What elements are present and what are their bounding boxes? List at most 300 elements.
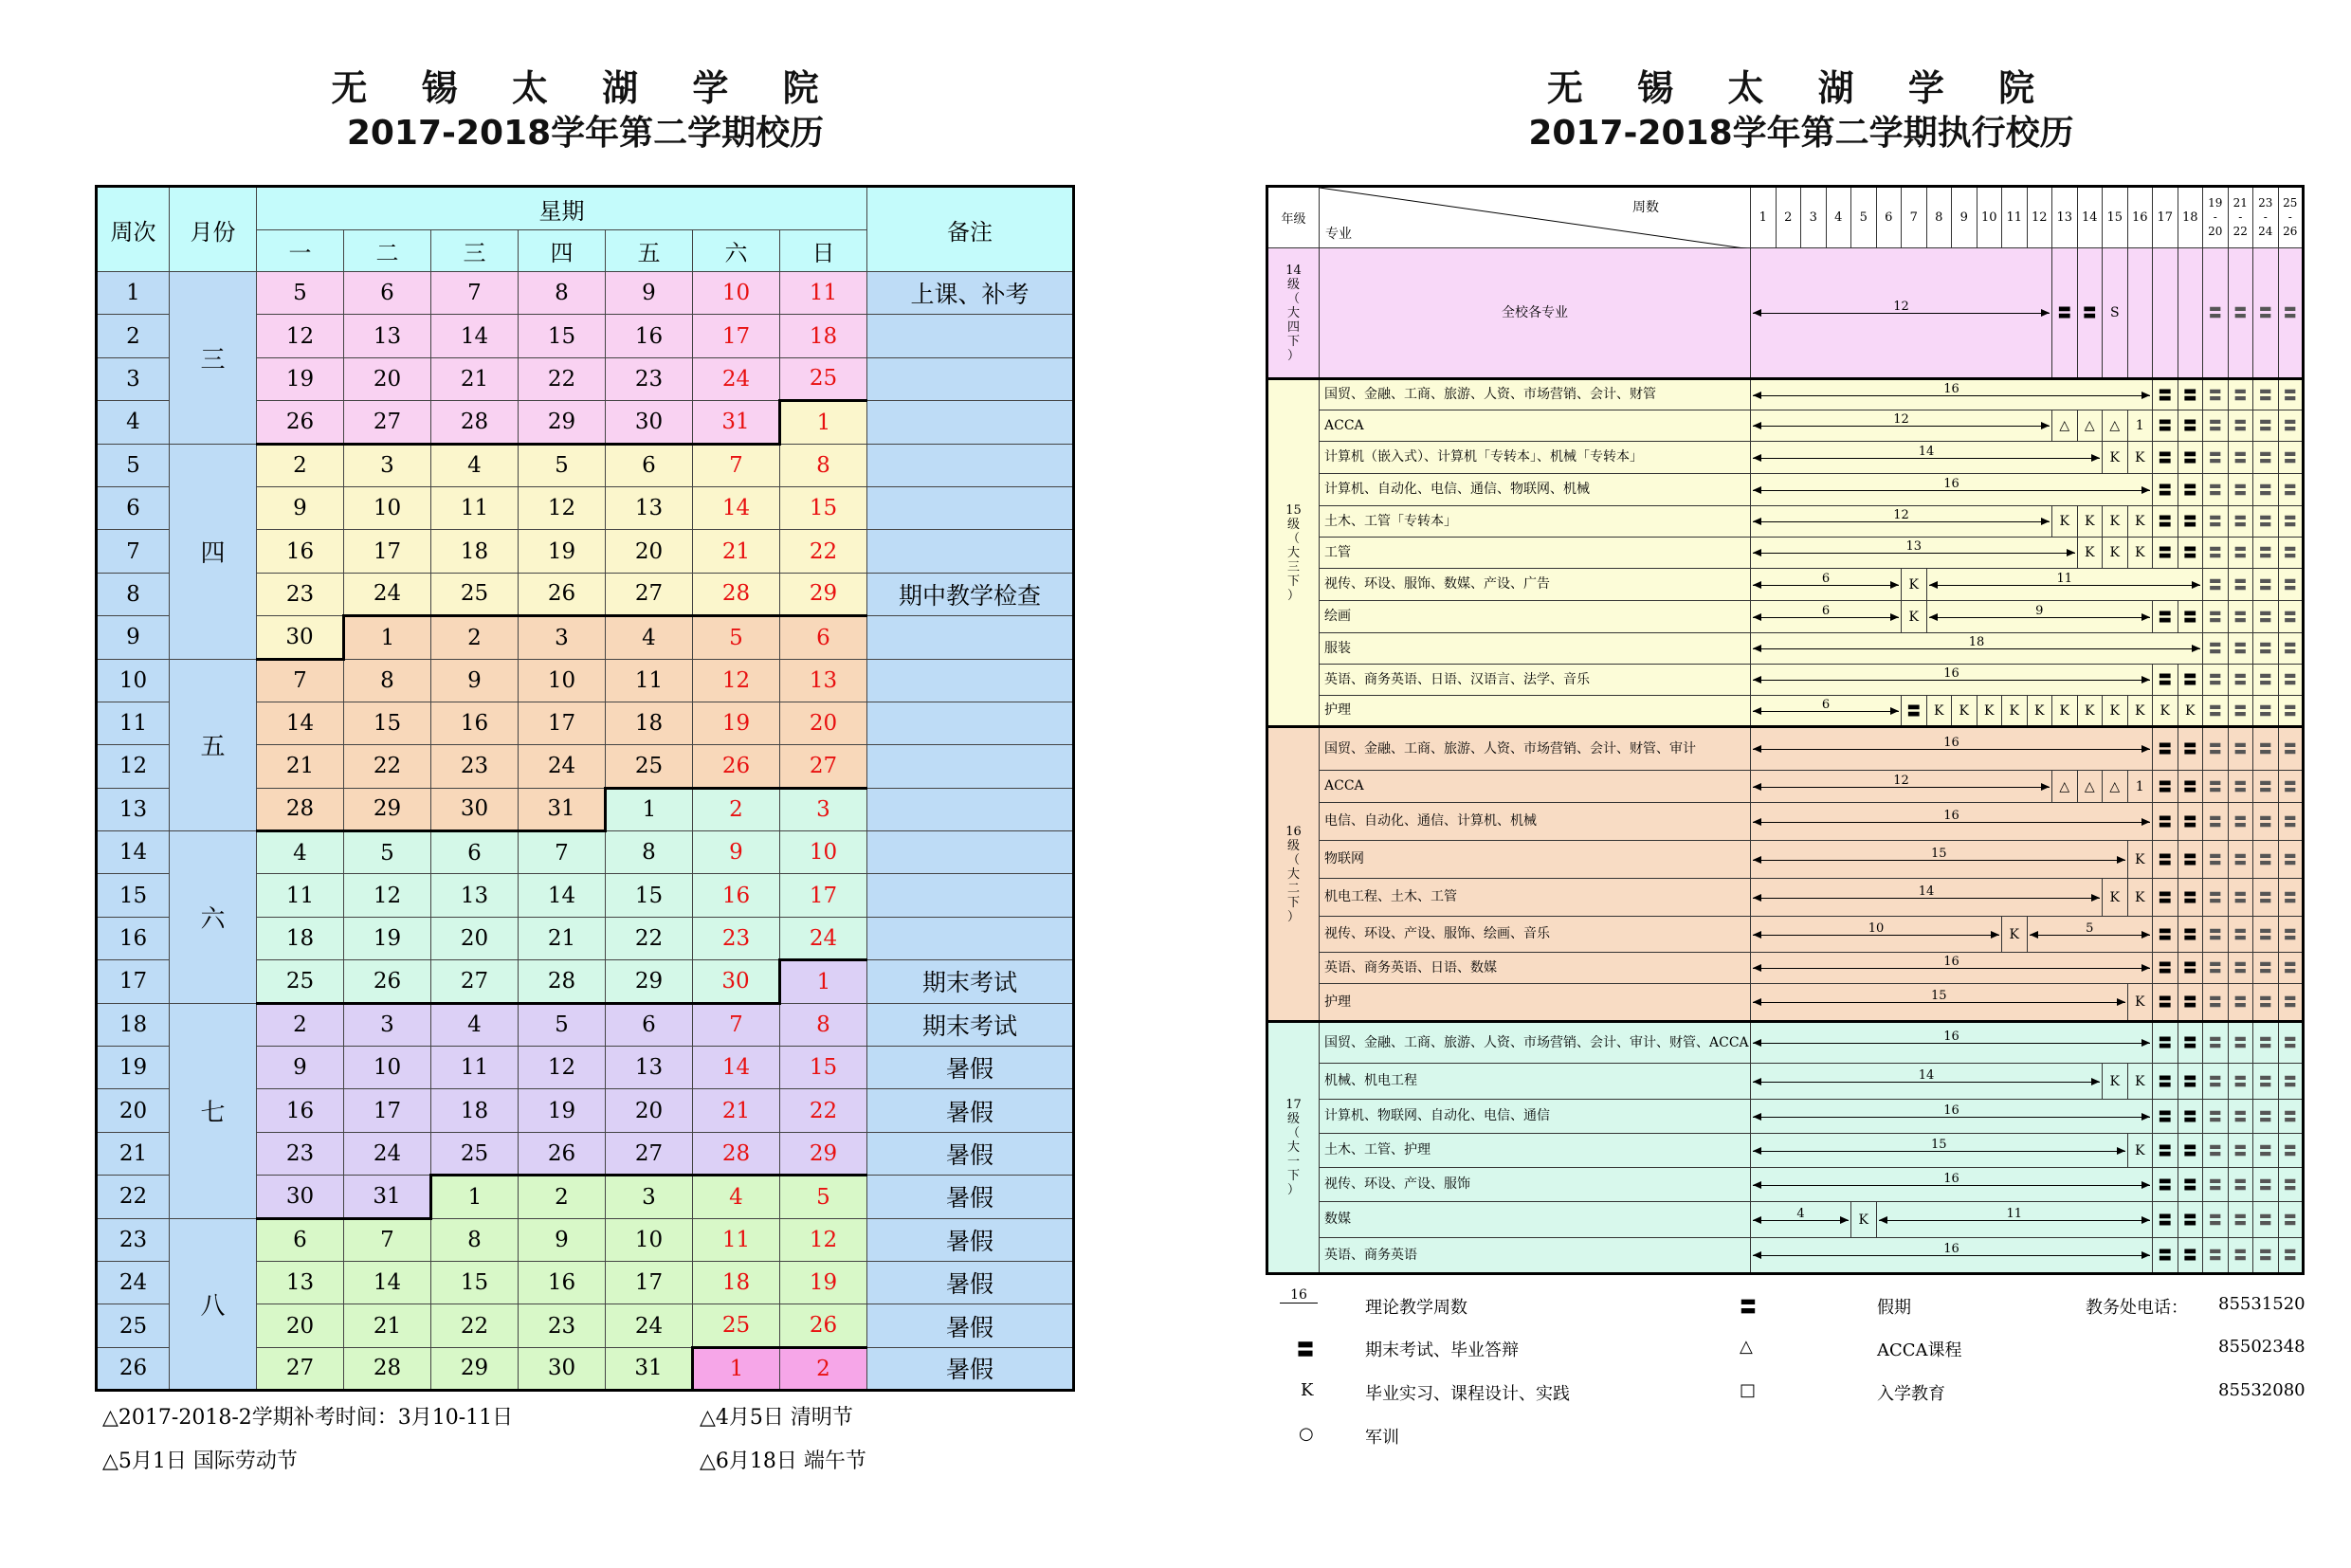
holiday-mark: 〓 [2253, 379, 2279, 410]
week-mark: K [2103, 696, 2128, 727]
teaching-weeks-bar [1751, 569, 1902, 601]
week-mark: K [2127, 841, 2153, 879]
day-cell: 14 [344, 1261, 431, 1304]
day-cell: 18 [780, 315, 867, 357]
weekday-label: 六 [693, 230, 780, 272]
week-mark: K [2077, 506, 2103, 538]
remark-cell: 暑假 [867, 1218, 1074, 1261]
teaching-weeks-count: 15 [1930, 989, 1947, 1003]
holiday-mark: 〓 [2253, 953, 2279, 984]
week-mark: K [2127, 984, 2153, 1022]
week-col-header: 18 [2178, 187, 2203, 248]
teaching-weeks-count: 6 [1821, 697, 1831, 712]
day-cell: 18 [431, 530, 519, 573]
day-cell: 10 [519, 659, 606, 702]
major-name: ACCA [1320, 771, 1751, 803]
week-mark [2178, 248, 2203, 379]
teaching-weeks-bar [1751, 442, 2103, 474]
week-range-header: 21 - 22 [2228, 187, 2253, 248]
day-cell: 2 [780, 1347, 867, 1390]
holiday-mark: 〓 [2228, 442, 2253, 474]
holiday-mark: 〓 [2203, 410, 2229, 442]
teaching-weeks-bar [1751, 771, 2052, 803]
week-mark: 〓 [2153, 506, 2178, 538]
note-labor-day: △5月1日 国际劳动节 [102, 1449, 298, 1473]
holiday-mark: 〓 [2278, 696, 2304, 727]
week-mark: K [2178, 696, 2203, 727]
day-cell: 20 [257, 1304, 344, 1347]
day-cell: 25 [780, 357, 867, 400]
day-cell: 1 [344, 616, 431, 659]
day-cell: 11 [431, 1047, 519, 1089]
day-cell: 15 [344, 702, 431, 744]
remark-cell: 期末考试 [867, 1003, 1074, 1046]
legend-holiday-symbol: 〓 [1740, 1298, 1757, 1318]
weekday-label: 日 [780, 230, 867, 272]
major-name: 国贸、金融、工商、旅游、人资、市场营销、会计、财管 [1320, 379, 1751, 410]
day-cell: 30 [431, 788, 519, 830]
remark-cell [867, 745, 1074, 788]
week-mark: △ [2077, 410, 2103, 442]
holiday-mark: 〓 [2253, 633, 2279, 665]
day-cell: 9 [606, 272, 693, 315]
teaching-weeks-count: 13 [1905, 539, 1923, 554]
week-mark: 〓 [2153, 1134, 2178, 1168]
day-cell: 16 [606, 315, 693, 357]
teaching-weeks-count: 10 [1868, 921, 1885, 936]
day-cell: 17 [519, 702, 606, 744]
major-row [1267, 696, 2304, 727]
holiday-mark: 〓 [2203, 953, 2229, 984]
day-cell: 28 [693, 1132, 780, 1175]
legend-weeks-sample: 16 [1280, 1287, 1318, 1304]
legend-exam: 期末考试、毕业答辩 [1365, 1340, 1519, 1360]
week-mark: △ [2077, 771, 2103, 803]
teaching-weeks-bar [1751, 1168, 2153, 1202]
day-cell: 13 [257, 1261, 344, 1304]
week-mark: 〓 [2153, 538, 2178, 569]
teaching-weeks-bar [1751, 984, 2128, 1022]
day-cell: 22 [519, 357, 606, 400]
teaching-weeks-bar [1751, 1022, 2153, 1064]
legend-theory-weeks: 理论教学周数 [1365, 1298, 1467, 1318]
execution-calendar-table [1266, 185, 2305, 1275]
remark-cell [867, 315, 1074, 357]
day-cell: 23 [606, 357, 693, 400]
major-name: 计算机（嵌入式）、计算机「专转本」、机械「专转本」 [1320, 442, 1751, 474]
day-cell: 7 [344, 1218, 431, 1261]
teaching-weeks-count: 6 [1821, 603, 1831, 618]
week-mark: 〓 [2077, 248, 2103, 379]
holiday-mark: 〓 [2228, 771, 2253, 803]
day-cell: 8 [344, 659, 431, 702]
holiday-mark: 〓 [2253, 410, 2279, 442]
holiday-mark: 〓 [2278, 379, 2304, 410]
major-row [1267, 379, 2304, 410]
week-mark: 〓 [2153, 1064, 2178, 1100]
major-header-label: 专业 [1325, 227, 1352, 242]
week-mark: 〓 [2178, 1134, 2203, 1168]
day-cell: 5 [693, 616, 780, 659]
day-cell: 21 [519, 917, 606, 959]
holiday-mark: 〓 [2228, 841, 2253, 879]
day-cell: 18 [693, 1261, 780, 1304]
major-name: 数媒 [1320, 1202, 1751, 1238]
holiday-mark: 〓 [2228, 633, 2253, 665]
day-cell: 21 [693, 1089, 780, 1132]
week-mark: 〓 [2178, 879, 2203, 917]
day-cell: 3 [606, 1176, 693, 1218]
month-cell: 六 [170, 831, 257, 1004]
day-cell: 24 [606, 1304, 693, 1347]
day-cell: 15 [519, 315, 606, 357]
day-cell: 25 [693, 1304, 780, 1347]
holiday-mark: 〓 [2278, 538, 2304, 569]
day-cell: 7 [519, 831, 606, 874]
teaching-weeks-bar [1751, 841, 2128, 879]
day-cell: 5 [780, 1176, 867, 1218]
remark-cell [867, 444, 1074, 486]
day-cell: 8 [780, 444, 867, 486]
legend-phone-label: 教务处电话： [2086, 1298, 2188, 1318]
remark-cell [867, 486, 1074, 529]
remark-cell: 上课、补考 [867, 272, 1074, 315]
teaching-weeks-bar [1751, 803, 2153, 841]
teaching-weeks-count: 18 [1968, 635, 1985, 649]
day-cell: 29 [780, 573, 867, 615]
holiday-mark: 〓 [2278, 841, 2304, 879]
day-cell: 26 [344, 960, 431, 1003]
week-col-header: 17 [2153, 187, 2178, 248]
major-name: 计算机、物联网、自动化、电信、通信 [1320, 1100, 1751, 1134]
day-cell: 20 [606, 530, 693, 573]
major-row [1267, 1134, 2304, 1168]
left-school-title: 无 锡 太 湖 学 院 [331, 67, 840, 109]
major-row [1267, 727, 2304, 771]
week-mark: K [2103, 879, 2128, 917]
week-mark: 〓 [2153, 953, 2178, 984]
week-mark: 〓 [2178, 410, 2203, 442]
holiday-mark: 〓 [2278, 953, 2304, 984]
day-cell: 20 [344, 357, 431, 400]
major-row [1267, 633, 2304, 665]
week-number: 7 [97, 530, 170, 573]
holiday-mark: 〓 [2278, 1022, 2304, 1064]
day-cell: 16 [257, 1089, 344, 1132]
major-row [1267, 665, 2304, 696]
holiday-mark: 〓 [2203, 1168, 2229, 1202]
note-qingming: △4月5日 清明节 [700, 1406, 853, 1430]
major-name: 英语、商务英语、日语、汉语言、法学、音乐 [1320, 665, 1751, 696]
holiday-mark: 〓 [2278, 633, 2304, 665]
month-cell: 七 [170, 1003, 257, 1218]
day-cell: 16 [431, 702, 519, 744]
holiday-mark: 〓 [2278, 917, 2304, 953]
major-weeks-header [1320, 187, 1751, 248]
week-mark: K [2127, 1134, 2153, 1168]
holiday-mark: 〓 [2253, 1100, 2279, 1134]
week-number: 19 [97, 1047, 170, 1089]
holiday-mark: 〓 [2278, 474, 2304, 506]
week-mark: 〓 [2153, 727, 2178, 771]
day-cell: 12 [519, 486, 606, 529]
week-mark: 〓 [2178, 917, 2203, 953]
legend-practice-symbol: K [1301, 1380, 1314, 1400]
day-cell: 23 [693, 917, 780, 959]
teaching-weeks-bar [1926, 569, 2203, 601]
day-cell: 15 [780, 486, 867, 529]
holiday-mark: 〓 [2253, 601, 2279, 633]
major-name: 工管 [1320, 538, 1751, 569]
week-number: 23 [97, 1218, 170, 1261]
remark-cell [867, 357, 1074, 400]
week-number: 26 [97, 1347, 170, 1390]
remark-cell: 期末考试 [867, 960, 1074, 1003]
day-cell: 19 [693, 702, 780, 744]
major-row [1267, 248, 2304, 379]
day-cell: 1 [606, 788, 693, 830]
week-mark: K [2077, 696, 2103, 727]
day-cell: 20 [431, 917, 519, 959]
day-cell: 23 [257, 1132, 344, 1175]
week-mark: 〓 [2178, 1022, 2203, 1064]
major-name: 机械、机电工程 [1320, 1064, 1751, 1100]
legend-military: 军训 [1365, 1428, 1399, 1448]
week-number: 5 [97, 444, 170, 486]
week-col-header: 9 [1952, 187, 1977, 248]
week-col-header: 11 [2002, 187, 2028, 248]
remark-cell [867, 917, 1074, 959]
holiday-mark: 〓 [2228, 917, 2253, 953]
day-cell: 16 [519, 1261, 606, 1304]
day-cell: 26 [693, 745, 780, 788]
major-row [1267, 569, 2304, 601]
legend-military-symbol: ○ [1299, 1424, 1314, 1444]
week-mark [2127, 248, 2153, 379]
major-row [1267, 1202, 2304, 1238]
week-number: 21 [97, 1132, 170, 1175]
holiday-mark: 〓 [2253, 984, 2279, 1022]
teaching-weeks-count: 16 [1943, 476, 1959, 491]
teaching-weeks-count: 14 [1918, 444, 1935, 459]
day-cell: 12 [780, 1218, 867, 1261]
day-cell: 9 [257, 1047, 344, 1089]
day-cell: 4 [257, 831, 344, 874]
holiday-mark: 〓 [2228, 1064, 2253, 1100]
teaching-weeks-count: 16 [1943, 381, 1959, 396]
day-cell: 28 [344, 1347, 431, 1390]
day-cell: 15 [780, 1047, 867, 1089]
week-mark: K [1926, 696, 1952, 727]
week-col-header: 13 [2052, 187, 2078, 248]
major-name: 英语、商务英语、日语、数媒 [1320, 953, 1751, 984]
holiday-mark: 〓 [2253, 665, 2279, 696]
holiday-mark: 〓 [2203, 633, 2229, 665]
week-mark: 〓 [2153, 917, 2178, 953]
remark-cell: 暑假 [867, 1132, 1074, 1175]
day-cell: 24 [780, 917, 867, 959]
holiday-mark: 〓 [2253, 1134, 2279, 1168]
teaching-weeks-bar [1751, 1238, 2153, 1274]
week-mark: 〓 [2153, 601, 2178, 633]
calendar-row [97, 831, 1074, 874]
day-cell: 16 [693, 874, 780, 917]
week-mark: K [2027, 696, 2052, 727]
teaching-weeks-bar [1751, 379, 2153, 410]
teaching-weeks-bar [1751, 665, 2153, 696]
month-header: 月份 [170, 187, 257, 272]
holiday-mark: 〓 [2203, 1202, 2229, 1238]
day-cell: 19 [257, 357, 344, 400]
day-cell: 5 [257, 272, 344, 315]
week-range-header: 25 - 26 [2278, 187, 2304, 248]
holiday-mark: 〓 [2253, 248, 2279, 379]
day-cell: 23 [519, 1304, 606, 1347]
day-cell: 18 [431, 1089, 519, 1132]
day-cell: 27 [780, 745, 867, 788]
holiday-mark: 〓 [2278, 1238, 2304, 1274]
day-cell: 9 [257, 486, 344, 529]
calendar-row [97, 659, 1074, 702]
holiday-mark: 〓 [2253, 569, 2279, 601]
week-header: 周次 [97, 187, 170, 272]
holiday-mark: 〓 [2253, 474, 2279, 506]
day-cell: 13 [431, 874, 519, 917]
week-mark: K [2127, 538, 2153, 569]
week-mark: 〓 [2178, 841, 2203, 879]
major-name: 服装 [1320, 633, 1751, 665]
major-name: 绘画 [1320, 601, 1751, 633]
legend-holiday: 假期 [1877, 1298, 1911, 1318]
teaching-weeks-bar [1751, 506, 2052, 538]
week-col-header: 1 [1751, 187, 1777, 248]
holiday-mark: 〓 [2203, 665, 2229, 696]
schedule-header-row [1267, 187, 2304, 248]
week-mark: 〓 [2153, 665, 2178, 696]
teaching-weeks-count: 11 [2006, 1206, 2023, 1221]
week-mark: K [2127, 879, 2153, 917]
week-mark: 〓 [2178, 1202, 2203, 1238]
day-cell: 16 [257, 530, 344, 573]
day-cell: 24 [344, 1132, 431, 1175]
day-cell: 17 [606, 1261, 693, 1304]
week-mark: 〓 [2153, 879, 2178, 917]
day-cell: 9 [431, 659, 519, 702]
holiday-mark: 〓 [2228, 410, 2253, 442]
weekday-label: 一 [257, 230, 344, 272]
calendar-row [97, 272, 1074, 315]
week-col-header: 14 [2077, 187, 2103, 248]
day-cell: 2 [257, 444, 344, 486]
holiday-mark: 〓 [2253, 803, 2279, 841]
day-cell: 14 [519, 874, 606, 917]
major-name: 机电工程、土木、工管 [1320, 879, 1751, 917]
holiday-mark: 〓 [2253, 1168, 2279, 1202]
major-row [1267, 1064, 2304, 1100]
major-name: 视传、环设、产设、服饰 [1320, 1168, 1751, 1202]
calendar-row [97, 1218, 1074, 1261]
holiday-mark: 〓 [2228, 474, 2253, 506]
day-cell: 23 [431, 745, 519, 788]
week-mark: 〓 [2153, 841, 2178, 879]
remark-cell: 暑假 [867, 1347, 1074, 1390]
remark-cell [867, 659, 1074, 702]
legend-orientation: 入学教育 [1877, 1384, 1945, 1404]
day-cell: 13 [606, 1047, 693, 1089]
day-cell: 2 [519, 1176, 606, 1218]
day-cell: 14 [257, 702, 344, 744]
day-cell: 1 [431, 1176, 519, 1218]
day-cell: 1 [780, 960, 867, 1003]
week-col-header: 3 [1801, 187, 1827, 248]
day-cell: 3 [780, 788, 867, 830]
week-mark: △ [2103, 410, 2128, 442]
day-cell: 1 [693, 1347, 780, 1390]
week-mark: K [2103, 506, 2128, 538]
holiday-mark: 〓 [2253, 442, 2279, 474]
major-name: 国贸、金融、工商、旅游、人资、市场营销、会计、财管、审计 [1320, 727, 1751, 771]
week-number: 9 [97, 616, 170, 659]
day-cell: 8 [606, 831, 693, 874]
note-dragon-boat: △6月18日 端午节 [700, 1449, 866, 1473]
major-name: 国贸、金融、工商、旅游、人资、市场营销、会计、审计、财管、ACCA [1320, 1022, 1751, 1064]
week-mark: 〓 [2178, 442, 2203, 474]
day-cell: 13 [344, 315, 431, 357]
teaching-weeks-bar [1751, 410, 2052, 442]
day-cell: 4 [693, 1176, 780, 1218]
day-cell: 7 [693, 1003, 780, 1046]
weekday-label: 五 [606, 230, 693, 272]
day-cell: 4 [431, 444, 519, 486]
major-row [1267, 879, 2304, 917]
teaching-weeks-count: 16 [1943, 955, 1959, 969]
day-cell: 22 [431, 1304, 519, 1347]
week-mark: K [1977, 696, 2002, 727]
week-mark: 〓 [2178, 379, 2203, 410]
week-mark: 〓 [2153, 1022, 2178, 1064]
week-col-header: 7 [1902, 187, 1927, 248]
holiday-mark: 〓 [2203, 696, 2229, 727]
day-cell: 11 [257, 874, 344, 917]
day-cell: 3 [344, 1003, 431, 1046]
day-cell: 31 [519, 788, 606, 830]
week-mark: K [2052, 506, 2078, 538]
weekday-header: 星期 [257, 187, 867, 230]
teaching-weeks-count: 4 [1796, 1206, 1805, 1221]
day-cell: 18 [257, 917, 344, 959]
teaching-weeks-count: 11 [2056, 571, 2073, 586]
holiday-mark: 〓 [2228, 506, 2253, 538]
teaching-weeks-bar [1751, 1100, 2153, 1134]
week-mark: 〓 [2178, 601, 2203, 633]
teaching-weeks-count: 16 [1943, 1242, 1959, 1256]
weeks-header-label: 周数 [1632, 200, 1659, 215]
holiday-mark: 〓 [2228, 665, 2253, 696]
week-mark: 〓 [2153, 474, 2178, 506]
holiday-mark: 〓 [2253, 696, 2279, 727]
legend-acca-symbol: △ [1740, 1337, 1753, 1357]
day-cell: 27 [344, 401, 431, 444]
week-number: 3 [97, 357, 170, 400]
week-number: 6 [97, 486, 170, 529]
week-mark: K [1902, 601, 1927, 633]
week-mark: 1 [2127, 771, 2153, 803]
day-cell: 5 [519, 1003, 606, 1046]
week-number: 17 [97, 960, 170, 1003]
teaching-weeks-bar [1751, 474, 2153, 506]
major-name: 视传、环设、服饰、数媒、产设、广告 [1320, 569, 1751, 601]
teaching-weeks-bar [1751, 601, 1902, 633]
